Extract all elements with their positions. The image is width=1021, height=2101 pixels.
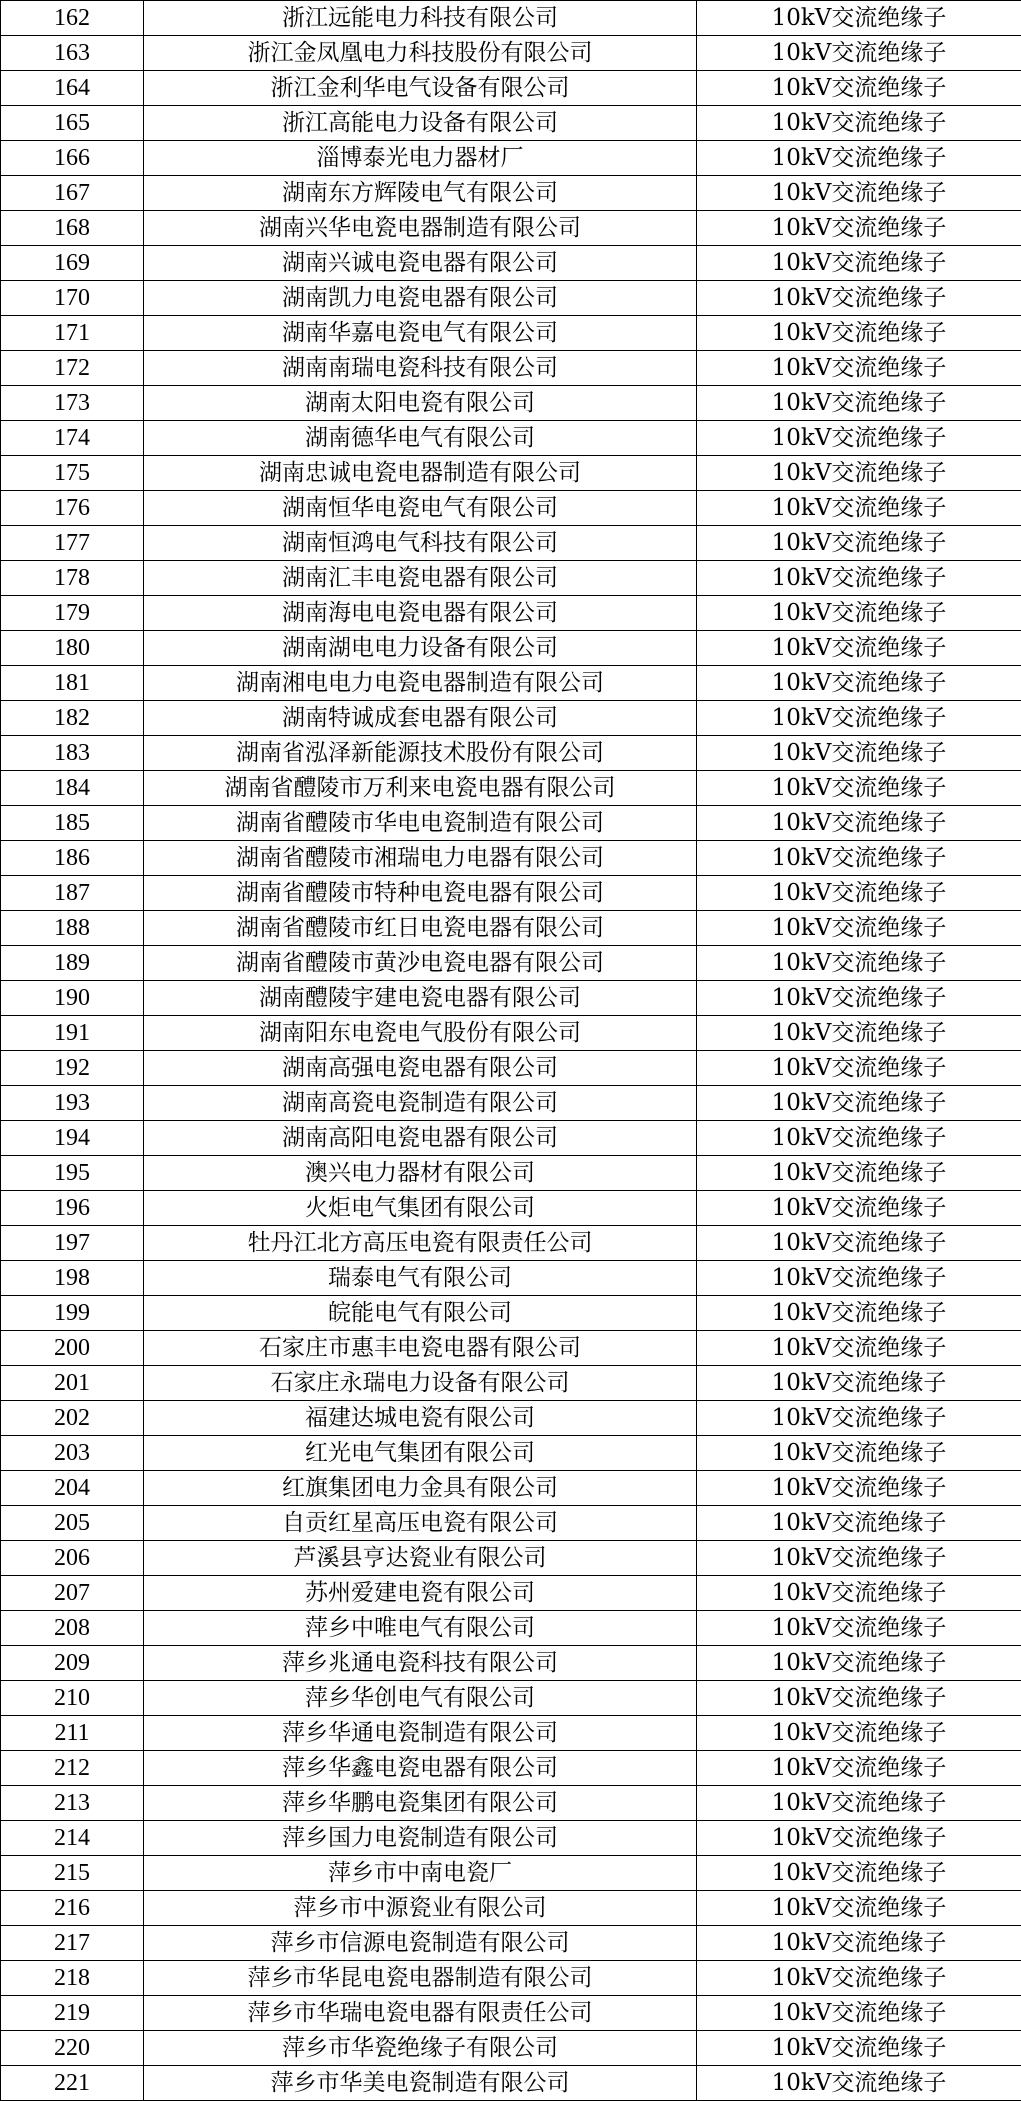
company-name-cell: 萍乡市中源瓷业有限公司: [144, 1891, 697, 1926]
row-number-cell: 176: [1, 491, 144, 526]
table-row: [1, 1471, 1021, 1506]
product-type-cell: 10kV交流绝缘子: [697, 981, 1021, 1016]
company-name-cell: 萍乡兆通电瓷科技有限公司: [144, 1646, 697, 1681]
row-number-cell: 184: [1, 771, 144, 806]
table-row: [1, 1086, 1021, 1121]
table-body: [1, 1, 1021, 2101]
table-row: [1, 1856, 1021, 1891]
table-row: [1, 666, 1021, 701]
row-number-cell: 207: [1, 1576, 144, 1611]
company-name-cell: 湖南省醴陵市红日电瓷电器有限公司: [144, 911, 697, 946]
table-row: [1, 1051, 1021, 1086]
row-number-cell: 216: [1, 1891, 144, 1926]
company-name-cell: 福建达城电瓷有限公司: [144, 1401, 697, 1436]
product-type-cell: 10kV交流绝缘子: [697, 1401, 1021, 1436]
table-row: [1, 701, 1021, 736]
product-type-cell: 10kV交流绝缘子: [697, 911, 1021, 946]
product-type-cell: 10kV交流绝缘子: [697, 1891, 1021, 1926]
row-number-cell: 187: [1, 876, 144, 911]
table-row: [1, 176, 1021, 211]
row-number-cell: 181: [1, 666, 144, 701]
table-row: [1, 1611, 1021, 1646]
table-row: [1, 981, 1021, 1016]
product-type-cell: 10kV交流绝缘子: [697, 526, 1021, 561]
row-number-cell: 205: [1, 1506, 144, 1541]
row-number-cell: 219: [1, 1996, 144, 2031]
row-number-cell: 178: [1, 561, 144, 596]
company-name-cell: 湖南恒鸿电气科技有限公司: [144, 526, 697, 561]
row-number-cell: 217: [1, 1926, 144, 1961]
table-row: [1, 1401, 1021, 1436]
product-type-cell: 10kV交流绝缘子: [697, 771, 1021, 806]
row-number-cell: 183: [1, 736, 144, 771]
product-type-cell: 10kV交流绝缘子: [697, 1646, 1021, 1681]
product-type-cell: 10kV交流绝缘子: [697, 1296, 1021, 1331]
product-type-cell: 10kV交流绝缘子: [697, 1541, 1021, 1576]
row-number-cell: 208: [1, 1611, 144, 1646]
row-number-cell: 211: [1, 1716, 144, 1751]
product-type-cell: 10kV交流绝缘子: [697, 1996, 1021, 2031]
company-name-cell: 萍乡市华昆电瓷电器制造有限公司: [144, 1961, 697, 1996]
company-name-cell: 澳兴电力器材有限公司: [144, 1156, 697, 1191]
table-row: [1, 526, 1021, 561]
company-name-cell: 湖南华嘉电瓷电气有限公司: [144, 316, 697, 351]
product-type-cell: 10kV交流绝缘子: [697, 1226, 1021, 1261]
product-type-cell: 10kV交流绝缘子: [697, 946, 1021, 981]
company-name-cell: 湖南兴华电瓷电器制造有限公司: [144, 211, 697, 246]
table-row: [1, 351, 1021, 386]
company-name-cell: 湖南省泓泽新能源技术股份有限公司: [144, 736, 697, 771]
company-name-cell: 湖南湖电电力设备有限公司: [144, 631, 697, 666]
table-row: [1, 386, 1021, 421]
table-row: [1, 1891, 1021, 1926]
table-row: [1, 1261, 1021, 1296]
product-type-cell: 10kV交流绝缘子: [697, 141, 1021, 176]
table-row: [1, 1366, 1021, 1401]
table-row: [1, 1541, 1021, 1576]
row-number-cell: 180: [1, 631, 144, 666]
product-type-cell: 10kV交流绝缘子: [697, 876, 1021, 911]
product-type-cell: 10kV交流绝缘子: [697, 841, 1021, 876]
row-number-cell: 188: [1, 911, 144, 946]
table-row: [1, 1961, 1021, 1996]
row-number-cell: 209: [1, 1646, 144, 1681]
table-row: [1, 1226, 1021, 1261]
company-name-cell: 湖南凯力电瓷电器有限公司: [144, 281, 697, 316]
company-name-cell: 萍乡中唯电气有限公司: [144, 1611, 697, 1646]
row-number-cell: 179: [1, 596, 144, 631]
table-row: [1, 1436, 1021, 1471]
company-name-cell: 萍乡国力电瓷制造有限公司: [144, 1821, 697, 1856]
row-number-cell: 220: [1, 2031, 144, 2066]
company-name-cell: 红旗集团电力金具有限公司: [144, 1471, 697, 1506]
row-number-cell: 166: [1, 141, 144, 176]
product-type-cell: 10kV交流绝缘子: [697, 1086, 1021, 1121]
table-row: [1, 1121, 1021, 1156]
table-row: [1, 631, 1021, 666]
table-row: [1, 946, 1021, 981]
company-name-cell: 红光电气集团有限公司: [144, 1436, 697, 1471]
product-type-cell: 10kV交流绝缘子: [697, 1261, 1021, 1296]
row-number-cell: 194: [1, 1121, 144, 1156]
product-type-cell: 10kV交流绝缘子: [697, 1051, 1021, 1086]
company-name-cell: 湖南省醴陵市华电电瓷制造有限公司: [144, 806, 697, 841]
row-number-cell: 191: [1, 1016, 144, 1051]
table-row: [1, 1191, 1021, 1226]
company-name-cell: 湖南高瓷电瓷制造有限公司: [144, 1086, 697, 1121]
row-number-cell: 202: [1, 1401, 144, 1436]
company-name-cell: 湖南醴陵宇建电瓷电器有限公司: [144, 981, 697, 1016]
company-name-cell: 萍乡华鑫电瓷电器有限公司: [144, 1751, 697, 1786]
table-row: [1, 1, 1021, 36]
table-row: [1, 2031, 1021, 2066]
company-name-cell: 石家庄永瑞电力设备有限公司: [144, 1366, 697, 1401]
product-type-cell: 10kV交流绝缘子: [697, 176, 1021, 211]
table-row: [1, 876, 1021, 911]
product-type-cell: 10kV交流绝缘子: [697, 736, 1021, 771]
company-name-cell: 湖南湘电电力电瓷电器制造有限公司: [144, 666, 697, 701]
company-name-cell: 芦溪县亨达瓷业有限公司: [144, 1541, 697, 1576]
row-number-cell: 172: [1, 351, 144, 386]
table-row: [1, 1506, 1021, 1541]
table-row: [1, 1681, 1021, 1716]
company-name-cell: 苏州爱建电瓷有限公司: [144, 1576, 697, 1611]
company-name-cell: 火炬电气集团有限公司: [144, 1191, 697, 1226]
company-name-cell: 浙江金凤凰电力科技股份有限公司: [144, 36, 697, 71]
row-number-cell: 221: [1, 2066, 144, 2101]
row-number-cell: 198: [1, 1261, 144, 1296]
product-type-cell: 10kV交流绝缘子: [697, 36, 1021, 71]
row-number-cell: 167: [1, 176, 144, 211]
company-name-cell: 萍乡市华美电瓷制造有限公司: [144, 2066, 697, 2101]
company-name-cell: 牡丹江北方高压电瓷有限责任公司: [144, 1226, 697, 1261]
table-row: [1, 246, 1021, 281]
row-number-cell: 190: [1, 981, 144, 1016]
row-number-cell: 162: [1, 1, 144, 36]
row-number-cell: 177: [1, 526, 144, 561]
company-name-cell: 湖南兴诚电瓷电器有限公司: [144, 246, 697, 281]
company-name-cell: 湖南省醴陵市湘瑞电力电器有限公司: [144, 841, 697, 876]
company-name-cell: 湖南忠诚电瓷电器制造有限公司: [144, 456, 697, 491]
product-type-cell: 10kV交流绝缘子: [697, 631, 1021, 666]
product-type-cell: 10kV交流绝缘子: [697, 1751, 1021, 1786]
row-number-cell: 195: [1, 1156, 144, 1191]
table-row: [1, 141, 1021, 176]
product-type-cell: 10kV交流绝缘子: [697, 806, 1021, 841]
product-type-cell: 10kV交流绝缘子: [697, 1016, 1021, 1051]
row-number-cell: 212: [1, 1751, 144, 1786]
company-name-cell: 瑞泰电气有限公司: [144, 1261, 697, 1296]
row-number-cell: 170: [1, 281, 144, 316]
table-row: [1, 1156, 1021, 1191]
row-number-cell: 214: [1, 1821, 144, 1856]
product-type-cell: 10kV交流绝缘子: [697, 1436, 1021, 1471]
product-type-cell: 10kV交流绝缘子: [697, 1, 1021, 36]
company-name-cell: 湖南太阳电瓷有限公司: [144, 386, 697, 421]
company-name-cell: 浙江高能电力设备有限公司: [144, 106, 697, 141]
product-type-cell: 10kV交流绝缘子: [697, 561, 1021, 596]
product-type-cell: 10kV交流绝缘子: [697, 1786, 1021, 1821]
table-row: [1, 1576, 1021, 1611]
table-row: [1, 421, 1021, 456]
row-number-cell: 197: [1, 1226, 144, 1261]
row-number-cell: 164: [1, 71, 144, 106]
company-name-cell: 萍乡华鹏电瓷集团有限公司: [144, 1786, 697, 1821]
company-name-cell: 浙江金利华电气设备有限公司: [144, 71, 697, 106]
row-number-cell: 168: [1, 211, 144, 246]
company-name-cell: 湖南特诚成套电器有限公司: [144, 701, 697, 736]
table-row: [1, 2066, 1021, 2101]
company-name-cell: 萍乡华创电气有限公司: [144, 1681, 697, 1716]
row-number-cell: 189: [1, 946, 144, 981]
company-name-cell: 萍乡市华瑞电瓷电器有限责任公司: [144, 1996, 697, 2031]
company-name-cell: 自贡红星高压电瓷有限公司: [144, 1506, 697, 1541]
table-row: [1, 806, 1021, 841]
row-number-cell: 213: [1, 1786, 144, 1821]
row-number-cell: 182: [1, 701, 144, 736]
row-number-cell: 165: [1, 106, 144, 141]
company-name-cell: 湖南海电电瓷电器有限公司: [144, 596, 697, 631]
product-type-cell: 10kV交流绝缘子: [697, 246, 1021, 281]
row-number-cell: 163: [1, 36, 144, 71]
table-row: [1, 1716, 1021, 1751]
company-name-cell: 湖南高强电瓷电器有限公司: [144, 1051, 697, 1086]
table-row: [1, 71, 1021, 106]
table-row: [1, 1296, 1021, 1331]
row-number-cell: 192: [1, 1051, 144, 1086]
product-type-cell: 10kV交流绝缘子: [697, 211, 1021, 246]
company-name-cell: 湖南阳东电瓷电气股份有限公司: [144, 1016, 697, 1051]
product-type-cell: 10kV交流绝缘子: [697, 1156, 1021, 1191]
company-name-cell: 浙江远能电力科技有限公司: [144, 1, 697, 36]
company-name-cell: 皖能电气有限公司: [144, 1296, 697, 1331]
product-type-cell: 10kV交流绝缘子: [697, 316, 1021, 351]
product-type-cell: 10kV交流绝缘子: [697, 1331, 1021, 1366]
row-number-cell: 175: [1, 456, 144, 491]
company-name-cell: 湖南南瑞电瓷科技有限公司: [144, 351, 697, 386]
table-row: [1, 1646, 1021, 1681]
product-type-cell: 10kV交流绝缘子: [697, 1926, 1021, 1961]
row-number-cell: 201: [1, 1366, 144, 1401]
table-row: [1, 106, 1021, 141]
product-type-cell: 10kV交流绝缘子: [697, 1856, 1021, 1891]
product-type-cell: 10kV交流绝缘子: [697, 281, 1021, 316]
company-name-cell: 萍乡市信源电瓷制造有限公司: [144, 1926, 697, 1961]
product-type-cell: 10kV交流绝缘子: [697, 1121, 1021, 1156]
company-name-cell: 湖南省醴陵市万利来电瓷电器有限公司: [144, 771, 697, 806]
row-number-cell: 173: [1, 386, 144, 421]
table-row: [1, 456, 1021, 491]
table-row: [1, 771, 1021, 806]
product-type-cell: 10kV交流绝缘子: [697, 1681, 1021, 1716]
product-type-cell: 10kV交流绝缘子: [697, 1191, 1021, 1226]
product-type-cell: 10kV交流绝缘子: [697, 106, 1021, 141]
company-name-cell: 萍乡市华瓷绝缘子有限公司: [144, 2031, 697, 2066]
company-name-cell: 萍乡华通电瓷制造有限公司: [144, 1716, 697, 1751]
product-type-cell: 10kV交流绝缘子: [697, 1366, 1021, 1401]
table-row: [1, 281, 1021, 316]
company-name-cell: 石家庄市惠丰电瓷电器有限公司: [144, 1331, 697, 1366]
product-type-cell: 10kV交流绝缘子: [697, 456, 1021, 491]
row-number-cell: 186: [1, 841, 144, 876]
row-number-cell: 215: [1, 1856, 144, 1891]
row-number-cell: 218: [1, 1961, 144, 1996]
product-type-cell: 10kV交流绝缘子: [697, 2066, 1021, 2101]
table-row: [1, 36, 1021, 71]
product-type-cell: 10kV交流绝缘子: [697, 1576, 1021, 1611]
company-name-cell: 湖南恒华电瓷电气有限公司: [144, 491, 697, 526]
table-row: [1, 841, 1021, 876]
table-row: [1, 736, 1021, 771]
table-row: [1, 1821, 1021, 1856]
table-row: [1, 561, 1021, 596]
table-row: [1, 1786, 1021, 1821]
product-type-cell: 10kV交流绝缘子: [697, 491, 1021, 526]
row-number-cell: 169: [1, 246, 144, 281]
row-number-cell: 174: [1, 421, 144, 456]
table-row: [1, 911, 1021, 946]
row-number-cell: 196: [1, 1191, 144, 1226]
product-type-cell: 10kV交流绝缘子: [697, 1471, 1021, 1506]
row-number-cell: 203: [1, 1436, 144, 1471]
row-number-cell: 193: [1, 1086, 144, 1121]
product-type-cell: 10kV交流绝缘子: [697, 1716, 1021, 1751]
product-type-cell: 10kV交流绝缘子: [697, 1961, 1021, 1996]
row-number-cell: 185: [1, 806, 144, 841]
product-type-cell: 10kV交流绝缘子: [697, 351, 1021, 386]
company-name-cell: 湖南汇丰电瓷电器有限公司: [144, 561, 697, 596]
company-name-cell: 湖南省醴陵市黄沙电瓷电器有限公司: [144, 946, 697, 981]
product-type-cell: 10kV交流绝缘子: [697, 2031, 1021, 2066]
product-type-cell: 10kV交流绝缘子: [697, 421, 1021, 456]
company-name-cell: 湖南省醴陵市特种电瓷电器有限公司: [144, 876, 697, 911]
row-number-cell: 206: [1, 1541, 144, 1576]
table-row: [1, 211, 1021, 246]
product-type-cell: 10kV交流绝缘子: [697, 1506, 1021, 1541]
table-row: [1, 1996, 1021, 2031]
product-type-cell: 10kV交流绝缘子: [697, 386, 1021, 421]
product-type-cell: 10kV交流绝缘子: [697, 596, 1021, 631]
row-number-cell: 199: [1, 1296, 144, 1331]
company-name-cell: 湖南高阳电瓷电器有限公司: [144, 1121, 697, 1156]
table-row: [1, 316, 1021, 351]
product-type-cell: 10kV交流绝缘子: [697, 1611, 1021, 1646]
product-type-cell: 10kV交流绝缘子: [697, 701, 1021, 736]
row-number-cell: 204: [1, 1471, 144, 1506]
table-row: [1, 1016, 1021, 1051]
product-type-cell: 10kV交流绝缘子: [697, 1821, 1021, 1856]
table-row: [1, 1751, 1021, 1786]
product-type-cell: 10kV交流绝缘子: [697, 71, 1021, 106]
row-number-cell: 210: [1, 1681, 144, 1716]
product-type-cell: 10kV交流绝缘子: [697, 666, 1021, 701]
table-row: [1, 596, 1021, 631]
company-name-cell: 淄博泰光电力器材厂: [144, 141, 697, 176]
company-name-cell: 湖南东方辉陵电气有限公司: [144, 176, 697, 211]
company-name-cell: 湖南德华电气有限公司: [144, 421, 697, 456]
row-number-cell: 200: [1, 1331, 144, 1366]
company-name-cell: 萍乡市中南电瓷厂: [144, 1856, 697, 1891]
table-row: [1, 491, 1021, 526]
table-row: [1, 1331, 1021, 1366]
row-number-cell: 171: [1, 316, 144, 351]
table-row: [1, 1926, 1021, 1961]
